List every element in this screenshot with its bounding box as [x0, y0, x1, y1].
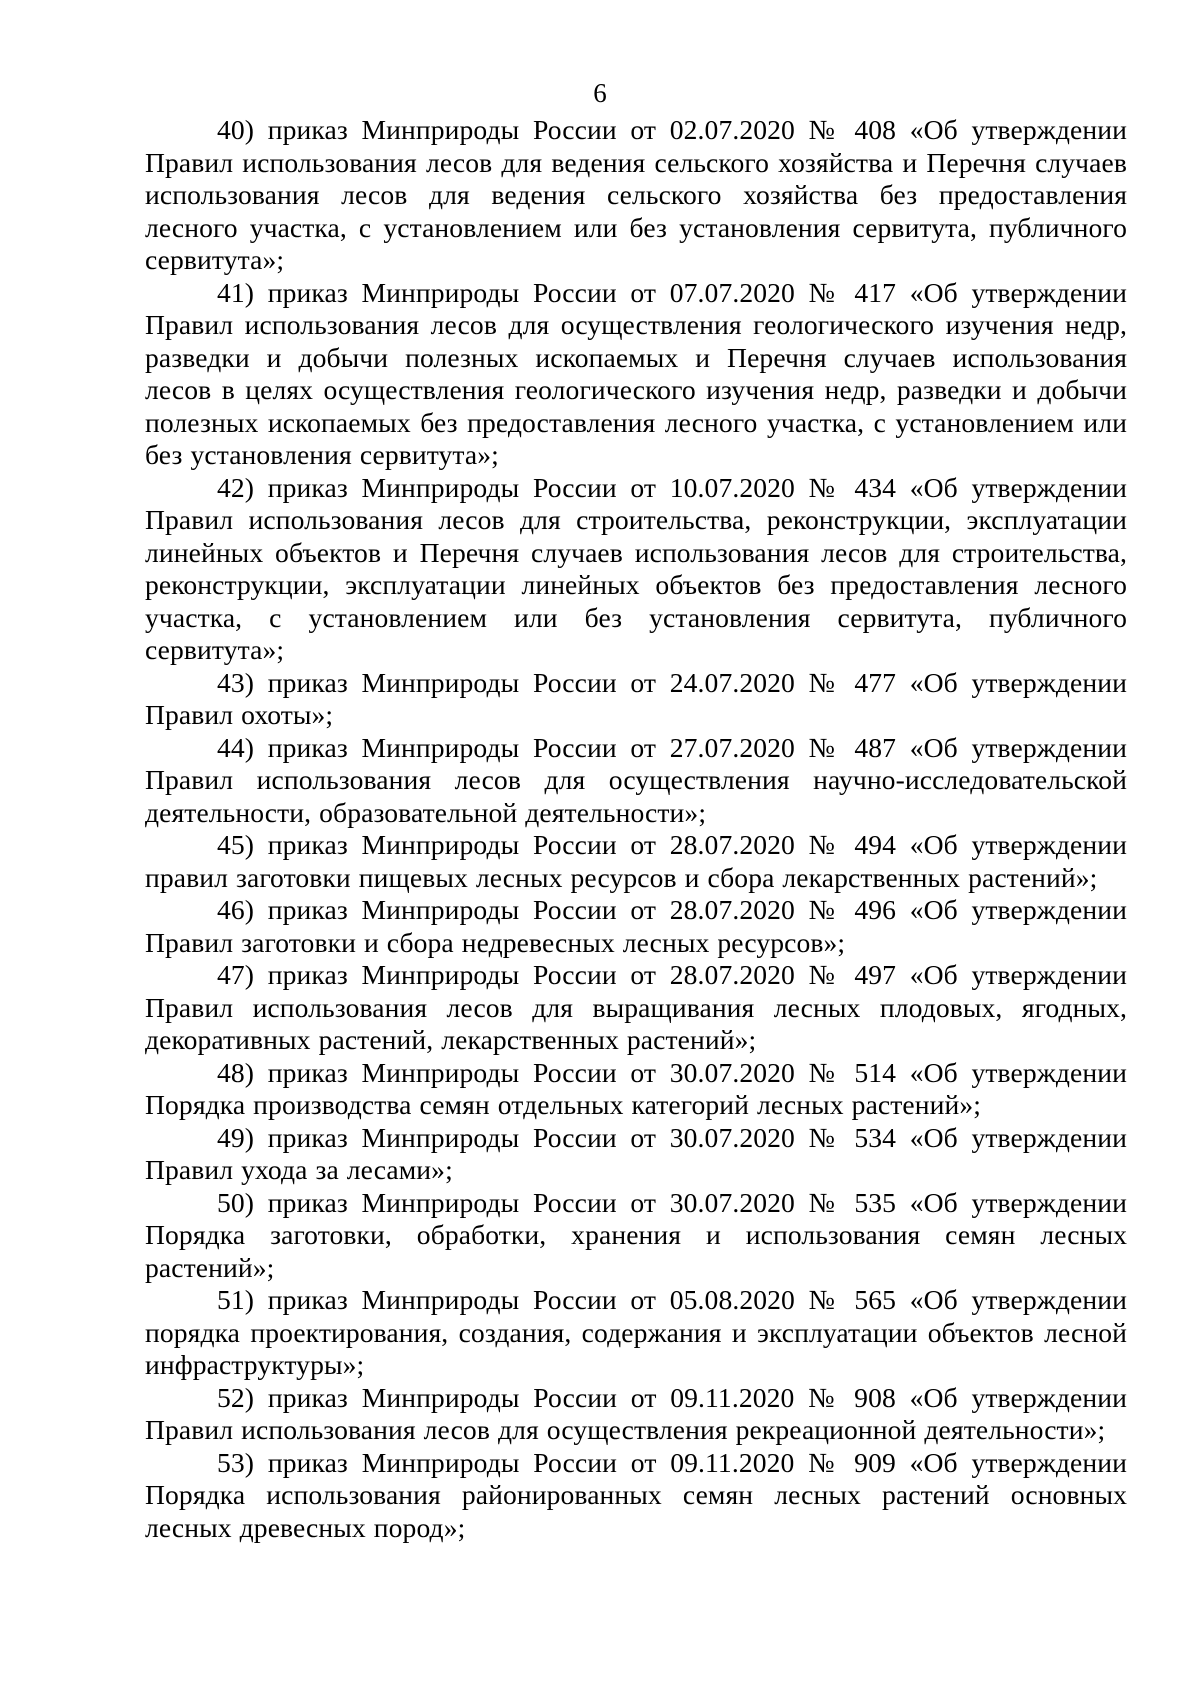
document-body	[145, 114, 1127, 1544]
list-item-42: 42) приказ Минприроды России от 10.07.2020 № 434 «Об утверждении Правил использования лесов для строительства, реконструкции, эксплуатации линейных объектов и Перечня случаев использования лесов для строительства, реконструкции, эксплуатации линейных объектов без предоставления лесного участка, с установлением или без установления сервитута, публичного сервитута»;	[145, 471, 1127, 665]
list-item-44: 44) приказ Минприроды России от 27.07.2020 № 487 «Об утверждении Правил использования лесов для осуществления научно-исследовательской деятельности, образовательной деятельности»;	[145, 731, 1127, 828]
list-item-53: 53) приказ Минприроды России от 09.11.2020 № 909 «Об утверждении Порядка использования районированных семян лесных растений основных лесных древесных пород»;	[145, 1446, 1127, 1543]
list-item-48: 48) приказ Минприроды России от 30.07.2020 № 514 «Об утверждении Порядка производства семян отдельных категорий лесных растений»;	[145, 1056, 1127, 1120]
list-item-49: 49) приказ Минприроды России от 30.07.2020 № 534 «Об утверждении Правил ухода за лесами»;	[145, 1121, 1127, 1185]
list-item-40: 40) приказ Минприроды России от 02.07.2020 № 408 «Об утверждении Правил использования лесов для ведения сельского хозяйства и Перечня случаев использования лесов для ведения сельского хозяйства без предоставления лесного участка, с установлением или без установления сервитута, публичного сервитута»;	[145, 114, 1127, 275]
list-item-47: 47) приказ Минприроды России от 28.07.2020 № 497 «Об утверждении Правил использования лесов для выращивания лесных плодовых, ягодных, декоративных растений, лекарственных растений»;	[145, 959, 1127, 1055]
list-item-52: 52) приказ Минприроды России от 09.11.2020 № 908 «Об утверждении Правил использования лесов для осуществления рекреационной деятельности»;	[145, 1381, 1127, 1445]
list-item-46: 46) приказ Минприроды России от 28.07.2020 № 496 «Об утверждении Правил заготовки и сбора недревесных лесных ресурсов»;	[145, 894, 1127, 958]
list-item-41: 41) приказ Минприроды России от 07.07.2020 № 417 «Об утверждении Правил использования лесов для осуществления геологического изучения недр, разведки и добычи полезных ископаемых и Перечня случаев использования лесов в целях осуществления геологического изучения недр, разведки и добычи полезных ископаемых без предоставления лесного участка, с установлением или без установления сервитута»;	[145, 276, 1127, 470]
list-item-45: 45) приказ Минприроды России от 28.07.2020 № 494 «Об утверждении правил заготовки пищевых лесных ресурсов и сбора лекарственных растений»;	[145, 829, 1127, 893]
list-item-51: 51) приказ Минприроды России от 05.08.2020 № 565 «Об утверждении порядка проектирования, создания, содержания и эксплуатации объектов лесной инфраструктуры»;	[145, 1284, 1127, 1380]
page-number: 6	[593, 78, 607, 108]
list-item-50: 50) приказ Минприроды России от 30.07.2020 № 535 «Об утверждении Порядка заготовки, обработки, хранения и использования семян лесных растений»;	[145, 1186, 1127, 1283]
list-item-43: 43) приказ Минприроды России от 24.07.2020 № 477 «Об утверждении Правил охоты»;	[145, 666, 1127, 730]
